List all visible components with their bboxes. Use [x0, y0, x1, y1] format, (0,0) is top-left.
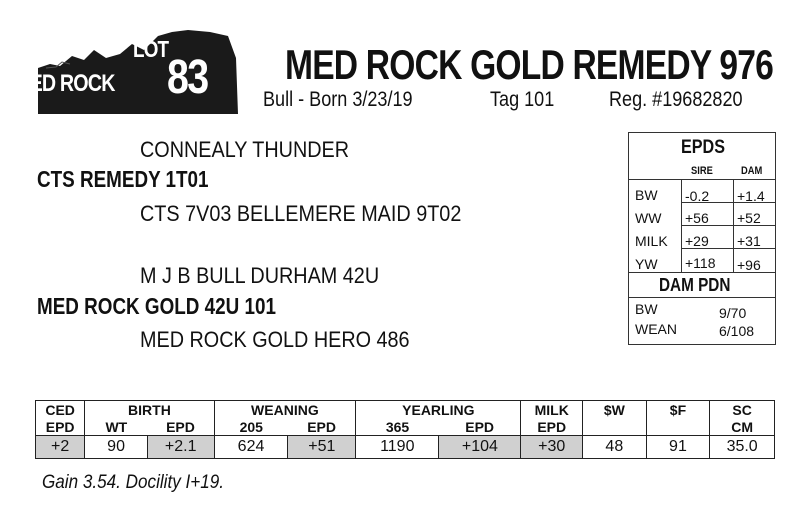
- epd-sire-value: +118: [685, 255, 716, 271]
- value-milk: +30: [521, 436, 583, 459]
- performance-note: Gain 3.54. Docility I+19.: [42, 472, 225, 493]
- registration-number: Reg. #19682820: [609, 88, 743, 111]
- sire-dam: CTS 7V03 BELLEMERE MAID 9T02: [140, 201, 462, 226]
- ranch-name: MED ROCK: [14, 70, 115, 97]
- epd-title: EPDS: [681, 137, 725, 158]
- sire: CTS REMEDY 1T01: [37, 166, 209, 192]
- header-birth: BIRTH: [85, 401, 214, 419]
- table-header-row: [36, 401, 775, 419]
- table-values-row: [36, 436, 775, 459]
- header-sw: $W: [583, 401, 647, 419]
- epd-dam-value: +52: [737, 210, 761, 226]
- pdn-label: WEAN: [635, 321, 677, 337]
- dam-pdn-title: DAM PDN: [659, 275, 731, 295]
- subheader-birth-epd: EPD: [147, 418, 214, 436]
- value-wean-205: 624: [214, 436, 288, 459]
- header-ced: CED: [36, 401, 85, 419]
- header-weaning: WEANING: [214, 401, 356, 419]
- epd-dam-value: +96: [737, 257, 761, 273]
- pdn-value: 9/70: [719, 305, 747, 321]
- value-wean-epd: +51: [288, 436, 356, 459]
- epd-dam-value: +1.4: [737, 188, 765, 204]
- value-year-365: 1190: [356, 436, 439, 459]
- value-year-epd: +104: [439, 436, 521, 459]
- epd-row-label: BW: [635, 187, 658, 203]
- epd-dam-value: +31: [737, 233, 761, 249]
- header-yearling: YEARLING: [356, 401, 521, 419]
- value-birth-wt: 90: [85, 436, 148, 459]
- epd-row-label: MILK: [635, 233, 668, 249]
- lot-label: LOT: [133, 36, 169, 62]
- performance-table: [35, 400, 775, 459]
- header-milk: MILK: [521, 401, 583, 419]
- epd-col-sire: SIRE: [691, 165, 713, 177]
- value-sf: 91: [646, 436, 710, 459]
- pdn-label: BW: [635, 301, 658, 317]
- animal-name: MED ROCK GOLD REMEDY 976: [285, 41, 773, 88]
- dam: MED ROCK GOLD 42U 101: [37, 293, 276, 319]
- value-birth-epd: +2.1: [147, 436, 214, 459]
- epd-sire-value: -0.2: [685, 188, 710, 204]
- epd-col-dam: DAM: [741, 165, 763, 177]
- value-sc: 35.0: [710, 436, 775, 459]
- sex-birth-date: Bull - Born 3/23/19: [263, 88, 413, 111]
- subheader-year-365: 365: [356, 418, 439, 436]
- subheader-sc: CM: [710, 418, 775, 436]
- subheader-ced: EPD: [36, 418, 85, 436]
- header-sc: SC: [710, 401, 775, 419]
- value-ced: +2: [36, 436, 85, 459]
- subheader-milk: EPD: [521, 418, 583, 436]
- value-sw: 48: [583, 436, 647, 459]
- lot-number: 83: [167, 51, 208, 104]
- dam-sire: M J B BULL DURHAM 42U: [140, 263, 380, 288]
- epd-sire-value: +29: [685, 233, 709, 249]
- sire-sire: CONNEALY THUNDER: [140, 137, 350, 162]
- subheader-wean-epd: EPD: [288, 418, 356, 436]
- dam-dam: MED ROCK GOLD HERO 486: [140, 327, 410, 352]
- subheader-year-epd: EPD: [439, 418, 521, 436]
- epd-row-label: YW: [635, 256, 658, 272]
- header-sf: $F: [646, 401, 710, 419]
- table-subheader-row: [36, 418, 775, 436]
- epd-box: [628, 132, 776, 345]
- pdn-value: 6/108: [719, 323, 755, 339]
- tag-number: Tag 101: [490, 88, 555, 111]
- epd-sire-value: +56: [685, 210, 709, 226]
- epd-row-label: WW: [635, 210, 662, 226]
- subheader-wean-205: 205: [214, 418, 288, 436]
- subheader-birth-wt: WT: [85, 418, 148, 436]
